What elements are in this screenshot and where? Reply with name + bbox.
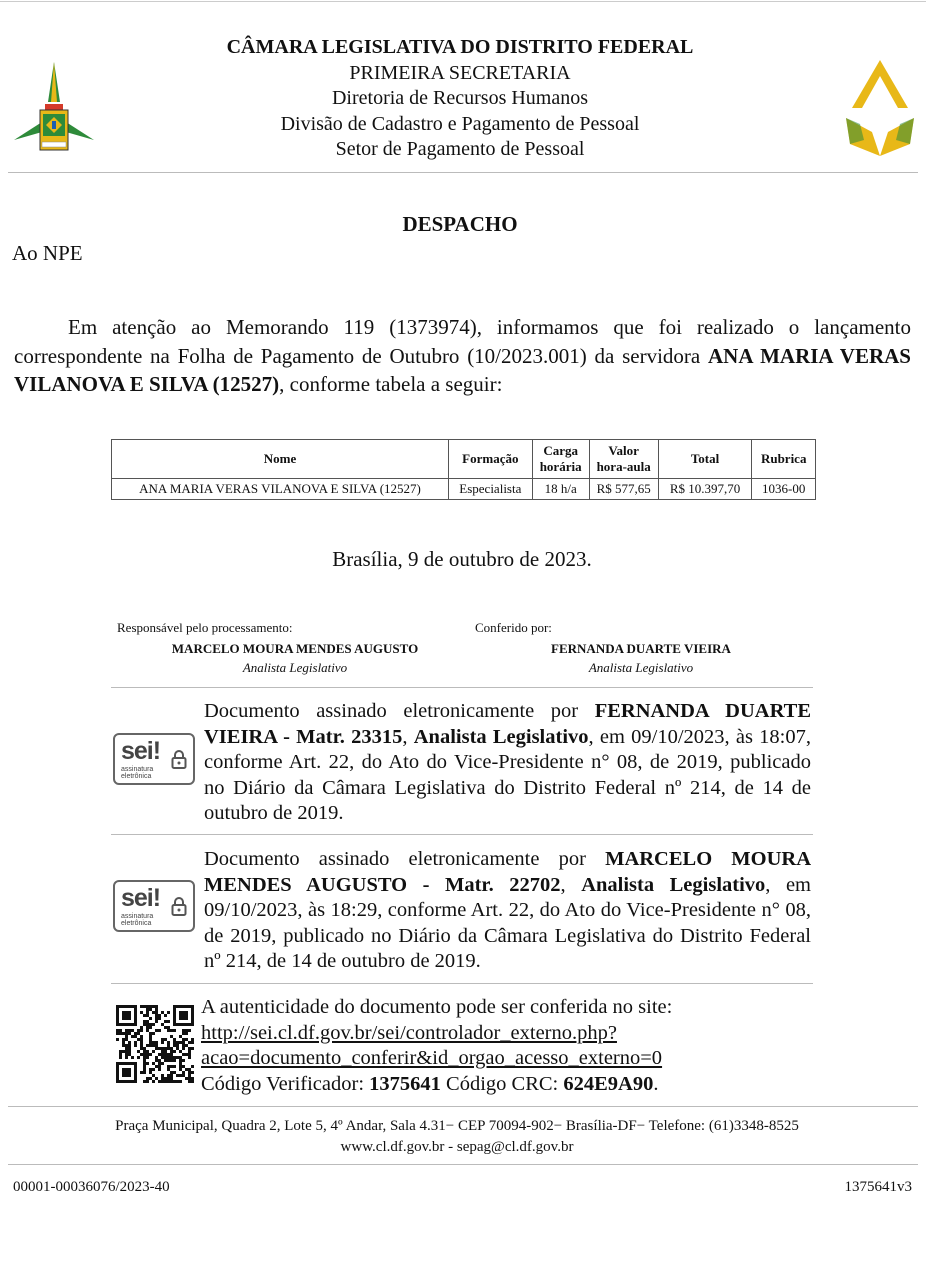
header-division: Divisão de Cadastro e Pagamento de Pessoal	[280, 112, 640, 135]
addressee: Ao NPE	[12, 241, 83, 265]
col-header-rubric: Rubrica	[752, 440, 816, 479]
authenticity-text: A autenticidade do documento pode ser conferida no site:	[201, 996, 673, 1018]
footer-address-block	[0, 1116, 914, 1158]
body-text-2: , conforme tabela a seguir:	[279, 372, 503, 396]
footer-divider-bottom	[8, 1164, 918, 1165]
cell-hour-value: R$ 577,65	[589, 479, 658, 500]
checker-role: Analista Legislativo	[588, 660, 694, 675]
authenticity-block	[201, 995, 672, 1097]
lock-icon	[171, 749, 187, 769]
cell-rubric: 1036-00	[752, 479, 816, 500]
header-secretariat: PRIMEIRA SECRETARIA	[349, 61, 571, 84]
header-divider	[8, 172, 918, 173]
cell-name: ANA MARIA VERAS VILANOVA E SILVA (12527)	[112, 479, 449, 500]
signature-divider-1	[111, 687, 813, 688]
verification-link-cont[interactable]: acao=documento_conferir&id_orgao_acesso_externo=0	[201, 1047, 663, 1069]
verification-link[interactable]: http://sei.cl.df.gov.br/sei/controlador_externo.php?	[201, 1021, 617, 1044]
signature-divider-3	[111, 983, 813, 984]
table-row	[112, 479, 816, 500]
seal-text: sei!	[121, 884, 161, 912]
date-line: Brasília, 9 de outubro de 2023.	[332, 547, 592, 571]
col-header-name: Nome	[112, 440, 449, 479]
electronic-signature-1: Documento assinado eletronicamente por FERNANDA DUARTE VIEIRA - Matr. 23315, Analista Legislativo, em 09/10/2023, às 18:07, conforme Art. 22, do Ato do Vice-Presidente n° 08, de 2019, publicado no Diário da Câmara Legislativa do Distrito Federal nº 214, de 14 de outubro de 2019.	[204, 700, 811, 824]
top-border	[0, 1, 926, 2]
payment-table	[111, 439, 816, 500]
signature-divider-2	[111, 834, 813, 835]
header-sector: Setor de Pagamento de Pessoal	[335, 138, 585, 160]
document-title: DESPACHO	[402, 212, 518, 236]
body-paragraph	[14, 313, 911, 399]
footer-divider-top	[8, 1106, 918, 1107]
footer-address: Praça Municipal, Quadra 2, Lote 5, 4º Andar, Sala 4.31− CEP 70094-902− Brasília-DF− Telefone: (61)3348-8525	[115, 1118, 799, 1134]
process-number: 00001-00036076/2023-40	[13, 1179, 170, 1195]
col-header-formation: Formação	[449, 440, 533, 479]
sei-signature-seal	[113, 733, 195, 785]
seal-subtext: assinatura eletrônica	[121, 766, 154, 780]
employee-name: ANA MARIA VERAS VILANOVA E SILVA (12527)	[14, 343, 911, 396]
body-text-1: Em atenção ao Memorando 119 (1373974), informamos que foi realizado o lançamento correspondente na Folha de Pagamento de Outubro (10/2023.001) da servidora	[14, 315, 911, 368]
processor-name: MARCELO MOURA MENDES AUGUSTO	[171, 641, 419, 656]
electronic-signature-2: Documento assinado eletronicamente por MARCELO MOURA MENDES AUGUSTO - Matr. 22702, Analista Legislativo, em 09/10/2023, às 18:29, conforme Art. 22, do Ato do Vice-Presidente n° 08, de 2019, publicado no Diário da Câmara Legislativa do Distrito Federal nº 214, de 14 de outubro de 2019.	[204, 848, 812, 972]
sei-signature-seal	[113, 880, 195, 932]
document-version: 1375641v3	[844, 1179, 912, 1195]
qr-code	[116, 1005, 194, 1083]
table-header-row	[112, 440, 816, 479]
col-header-workload: Carga horária	[532, 440, 589, 479]
processor-role: Analista Legislativo	[242, 660, 348, 675]
processor-label: Responsável pelo processamento:	[117, 620, 293, 635]
crc-code: 624E9A90	[563, 1072, 654, 1095]
checker-name: FERNANDA DUARTE VIEIRA	[551, 641, 731, 656]
header-directorate: Diretoria de Recursos Humanos	[331, 87, 589, 109]
verification-codes: Código Verificador: 1375641 Código CRC: 624E9A90.	[201, 1072, 659, 1095]
footer-web: www.cl.df.gov.br - sepag@cl.df.gov.br	[340, 1139, 574, 1155]
checker-label: Conferido por:	[475, 620, 552, 635]
header-block	[0, 35, 920, 163]
col-header-total: Total	[658, 440, 752, 479]
verifier-code: 1375641	[369, 1072, 441, 1095]
header-institution: CÂMARA LEGISLATIVA DO DISTRITO FEDERAL	[226, 36, 694, 58]
seal-text: sei!	[121, 737, 161, 765]
cell-total: R$ 10.397,70	[658, 479, 752, 500]
cell-workload: 18 h/a	[532, 479, 589, 500]
lock-icon	[171, 896, 187, 916]
cell-formation: Especialista	[449, 479, 533, 500]
seal-subtext: assinatura eletrônica	[121, 913, 154, 927]
col-header-hour-value: Valor hora-aula	[589, 440, 658, 479]
